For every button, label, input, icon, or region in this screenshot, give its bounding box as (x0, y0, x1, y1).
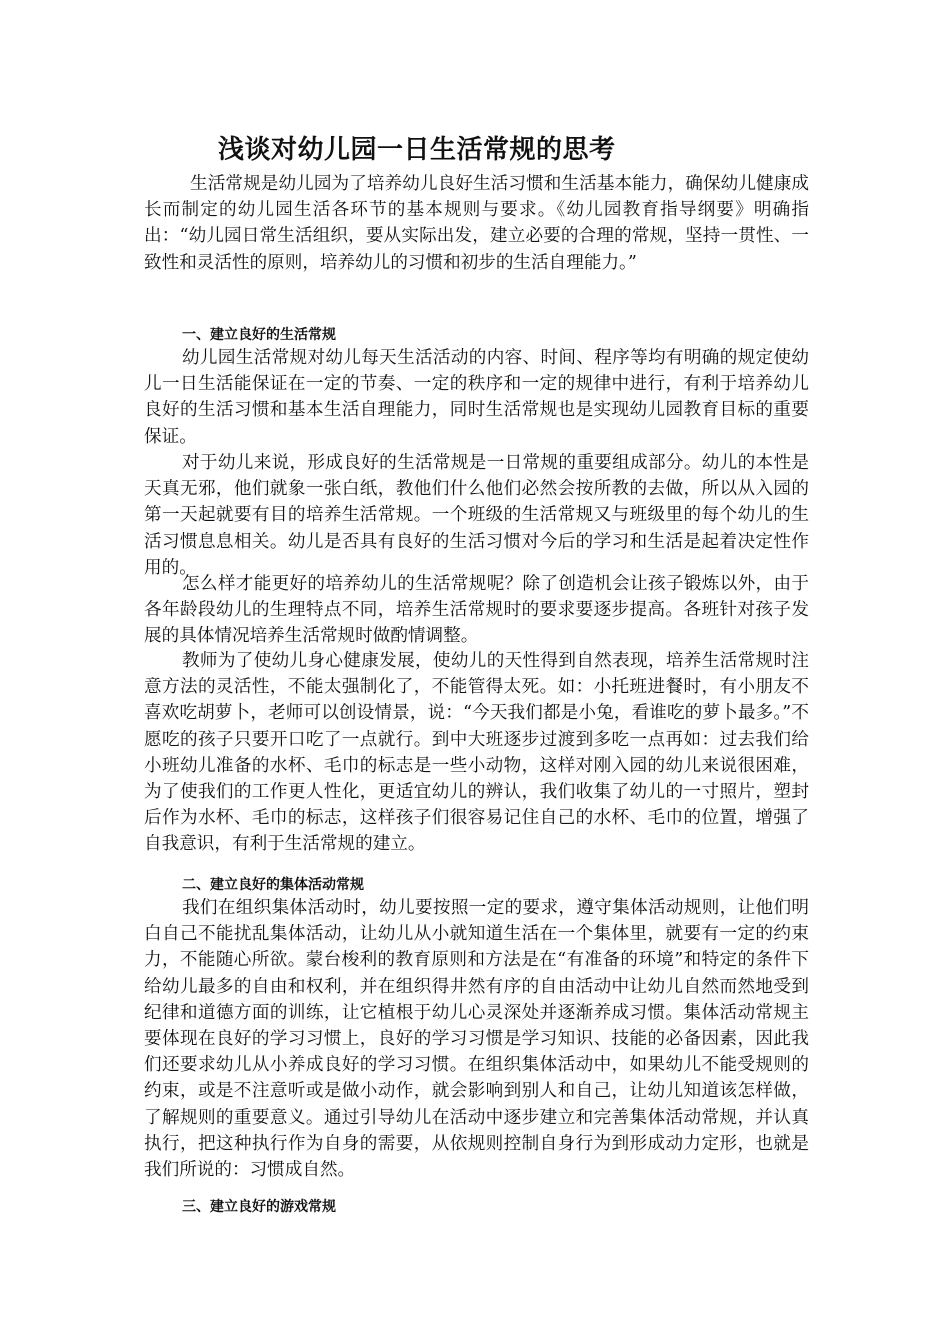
section-1-paragraph: 教师为了使幼儿身心健康发展，使幼儿的天性得到自然表现，培养生活常规时注意方法的灵活性，不能太强制化了，不能管得太死。如：小托班进餐时，有小朋友不喜欢吃胡萝卜，老师可以创设情景，说：“今天我们都是小兔，看谁吃的萝卜最多。”不愿吃的孩子只要开口吃了一点就行。到中大班逐步过渡到多吃一点再如：过去我们给小班幼儿准备的水杯、毛巾的标志是一些小动物，这样对刚入园的幼儿来说很困难，为了使我们的工作更人性化，更适宜幼儿的辨认，我们收集了幼儿的一寸照片，塑封后作为水杯、毛巾的标志，这样孩子们很容易记住自己的水杯、毛巾的位置，增强了自我意识，有利于生活常规的建立。 (144, 651, 809, 855)
section-1-paragraph: 怎么样才能更好的培养幼儿的生活常规呢？除了创造机会让孩子锻炼以外，由于各年龄段幼儿的生理特点不同，培养生活常规时的要求要逐步提高。各班针对孩子发展的具体情况培养生活常规时做酌情调整。 (144, 574, 809, 647)
intro-paragraph: 生活常规是幼儿园为了培养幼儿良好生活习惯和生活基本能力，确保幼儿健康成长而制定的幼儿园生活各环节的基本规则与要求。《幼儿园教育指导纲要》明确指出：“幼儿园日常生活组织，要从实际出发，建立必要的合理的常规，坚持一贯性、一致性和灵活性的原则，培养幼儿的习惯和初步的生活自理能力。” (144, 174, 809, 273)
document-title: 浅谈对幼儿园一日生活常规的思考 (218, 135, 616, 165)
section-heading-1: 一、建立良好的生活常规 (182, 327, 336, 343)
section-heading-2: 二、建立良好的集体活动常规 (182, 877, 364, 893)
section-1-paragraph: 对于幼儿来说，形成良好的生活常规是一日常规的重要组成部分。幼儿的本性是天真无邪，他们就象一张白纸，教他们什么他们必然会按所教的去做，所以从入园的第一天起就要有目的培养生活常规。一个班级的生活常规又与班级里的每个幼儿的生活习惯息息相关。幼儿是否具有良好的生活习惯对今后的学习和生活是起着决定性作用的。 (144, 453, 809, 578)
section-1-paragraph: 幼儿园生活常规对幼儿每天生活活动的内容、时间、程序等均有明确的规定使幼儿一日生活能保证在一定的节奏、一定的秩序和一定的规律中进行，有利于培养幼儿良好的生活习惯和基本生活自理能力，同时生活常规也是实现幼儿园教育目标的重要保证。 (144, 348, 809, 447)
section-heading-3: 三、建立良好的游戏常规 (182, 1199, 336, 1215)
section-2-paragraph: 我们在组织集体活动时，幼儿要按照一定的要求，遵守集体活动规则，让他们明白自己不能扰乱集体活动，让幼儿从小就知道生活在一个集体里，就要有一定的约束力，不能随心所欲。蒙台梭利的教育原则和方法是在“有准备的环境”和特定的条件下给幼儿最多的自由和权利，并在组织得井然有序的自由活动中让幼儿自然而然地受到纪律和道德方面的训练，让它植根于幼儿心灵深处并逐渐养成习惯。集体活动常规主要体现在良好的学习习惯上，良好的学习习惯是学习知识、技能的必备因素，因此我们还要求幼儿从小养成良好的学习习惯。在组织集体活动中，如果幼儿不能受规则的约束，或是不注意听或是做小动作，就会影响到别人和自己，让幼儿知道该怎样做，了解规则的重要意义。通过引导幼儿在活动中逐步建立和完善集体活动常规，并认真执行，把这种执行作为自身的需要，从依规则控制自身行为到形成动力定形，也就是我们所说的：习惯成自然。 (144, 898, 809, 1181)
